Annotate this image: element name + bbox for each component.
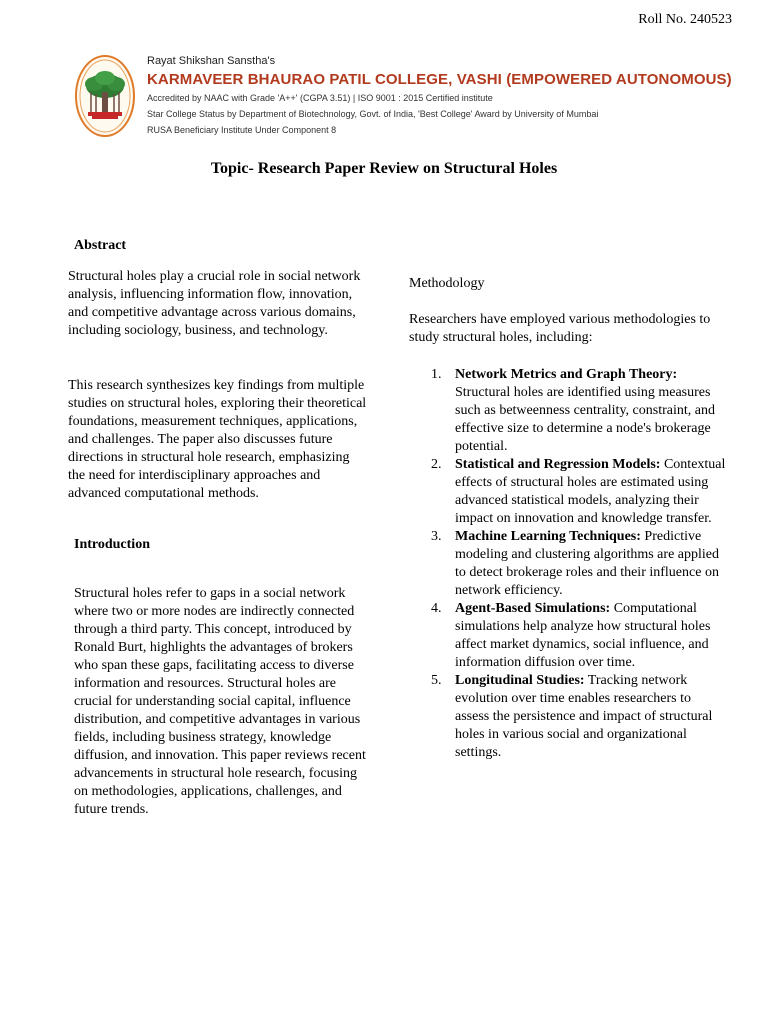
list-term: Statistical and Regression Models:	[455, 457, 661, 472]
rusa-line: RUSA Beneficiary Institute Under Component 8	[147, 125, 337, 135]
abstract-paragraph-1	[68, 268, 368, 340]
abstract-text-1: Structural holes play a crucial role in social network analysis, influencing information flow, innovation, and competitive advantage across various domains, including sociology, business, and technology.	[68, 269, 361, 338]
star-status-line: Star College Status by Department of Biotechnology, Govt. of India, 'Best College' Award by University of Mumbai	[147, 109, 599, 119]
list-text: Structural holes are identified using measures such as betweenness centrality, constraint, and effective size to determine a node's brokerage potential.	[455, 385, 715, 454]
methodology-intro	[409, 311, 727, 347]
list-term: Longitudinal Studies:	[455, 673, 585, 688]
methodology-heading: Methodology	[409, 276, 485, 291]
list-number: 1.	[431, 367, 442, 382]
roll-number: Roll No. 240523	[638, 12, 732, 27]
list-item	[409, 600, 727, 672]
list-number: 2.	[431, 457, 442, 472]
introduction-heading: Introduction	[74, 537, 150, 552]
abstract-heading: Abstract	[74, 238, 127, 253]
accreditation-line: Accredited by NAAC with Grade 'A++' (CGPA 3.51) | ISO 9001 : 2015 Certified institute	[147, 93, 493, 103]
list-term: Agent-Based Simulations:	[455, 601, 611, 616]
banyan-tree-logo-icon	[74, 54, 136, 138]
introduction-paragraph	[74, 585, 366, 819]
abstract-paragraph-2	[68, 377, 370, 503]
college-name: KARMAVEER BHAURAO PATIL COLLEGE, VASHI (EMPOWERED AUTONOMOUS)	[147, 71, 732, 88]
list-text: Computational simulations help analyze how structural holes affect market dynamics, social influence, and information diffusion over time.	[455, 601, 711, 670]
paper-title: Topic- Research Paper Review on Structural Holes	[210, 160, 558, 177]
introduction-text: Structural holes refer to gaps in a social network where two or more nodes are indirectly connected through a third party. This concept, introduced by Ronald Burt, highlights the advantages of brokers who span these gaps, facilitating access to diverse information and resources. Structural holes are crucial for understanding social capital, influence distribution, and competitive advantages in various fields, including business strategy, knowledge diffusion, and innovation. This paper reviews recent advancements in structural hole research, focusing on methodologies, applications, challenges, and future trends.	[74, 586, 366, 817]
methodology-intro-text: Researchers have employed various methodologies to study structural holes, including:	[409, 312, 711, 345]
list-item	[409, 456, 727, 528]
list-number: 4.	[431, 601, 442, 616]
list-item	[409, 528, 727, 600]
list-text: Predictive modeling and clustering algorithms are applied to detect brokerage roles and their influence on network efficiency.	[455, 529, 719, 598]
methodology-list	[409, 366, 727, 762]
list-text: Tracking network evolution over time enables researchers to assess the persistence and impact of structural holes in various social and organizational settings.	[455, 673, 713, 760]
list-term: Network Metrics and Graph Theory:	[455, 367, 678, 382]
abstract-text-2: This research synthesizes key findings from multiple studies on structural holes, exploring their theoretical foundations, measurement techniques, applications, and challenges. The paper also discusses future directions in structural hole research, emphasizing the need for interdisciplinary approaches and advanced computational methods.	[68, 378, 367, 501]
list-item	[409, 366, 727, 456]
list-item	[409, 672, 727, 762]
list-number: 5.	[431, 673, 442, 688]
list-number: 3.	[431, 529, 442, 544]
list-term: Machine Learning Techniques:	[455, 529, 641, 544]
sanstha-name: Rayat Shikshan Sanstha's	[147, 55, 276, 67]
college-header	[74, 52, 732, 142]
list-text: Contextual effects of structural holes are estimated using advanced statistical models, analyzing their impact on innovation and knowledge transfer.	[455, 457, 726, 526]
